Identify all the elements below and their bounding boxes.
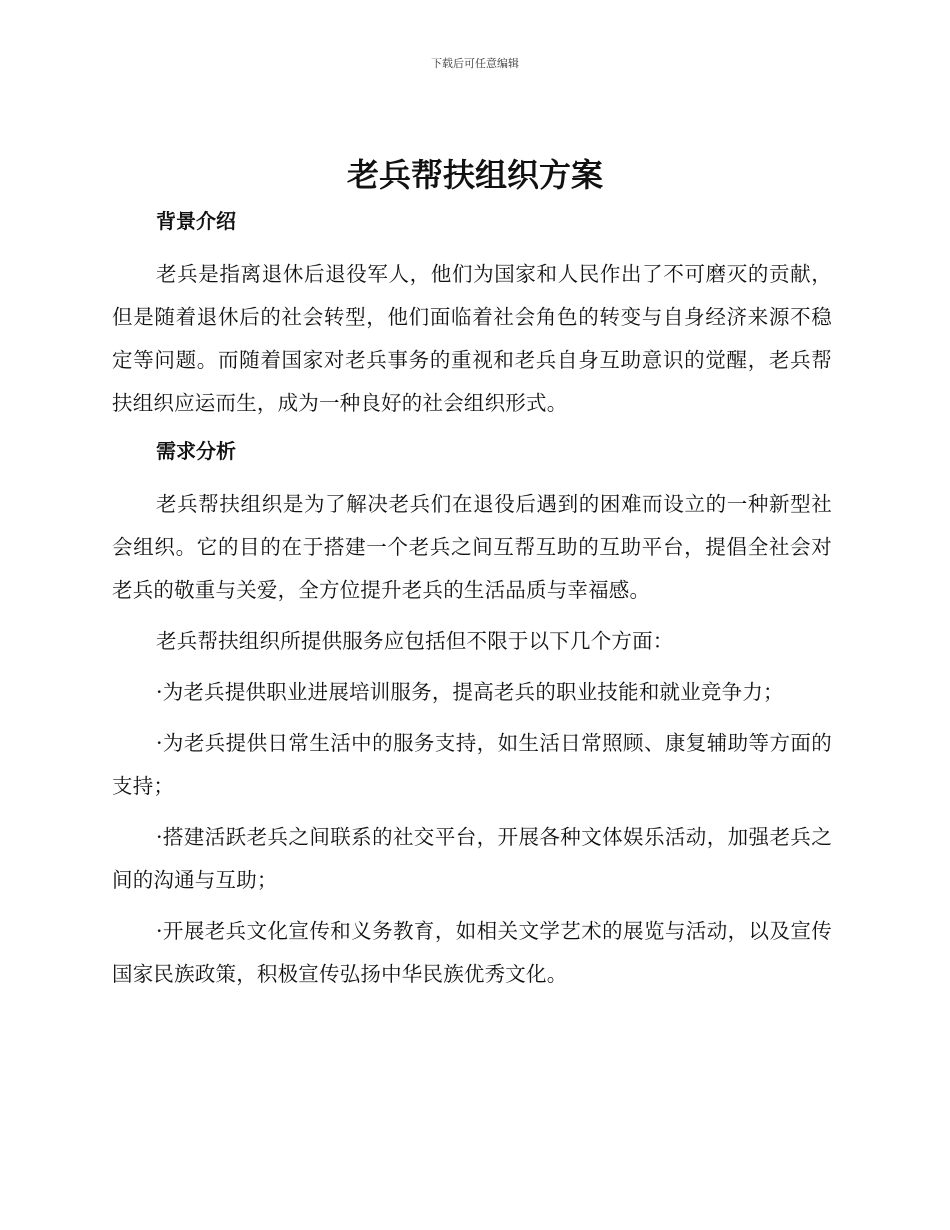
section-heading-needs: 需求分析 <box>156 439 236 463</box>
paragraph-needs-intro: 老兵帮扶组织是为了解决老兵们在退役后遇到的困难而设立的一种新型社会组织。它的目的在于搭建一个老兵之间互帮互助的互助平台，提倡全社会对老兵的敬重与关爱，全方位提升老兵的生活品质与幸福感。 <box>112 492 832 602</box>
list-item-service-daily-support: ·为老兵提供日常生活中的服务支持，如生活日常照顾、康复辅助等方面的支持； <box>112 731 832 798</box>
document-body <box>112 205 832 1004</box>
list-item-service-social-platform: ·搭建活跃老兵之间联系的社交平台，开展各种文体娱乐活动，加强老兵之间的沟通与互助； <box>112 825 832 892</box>
paragraph-services-lead: 老兵帮扶组织所提供服务应包括但不限于以下几个方面： <box>156 629 674 653</box>
document-title: 老兵帮扶组织方案 <box>346 156 603 194</box>
paragraph-background: 老兵是指离退休后退役军人，他们为国家和人民作出了不可磨灭的贡献，但是随着退休后的社会转型，他们面临着社会角色的转变与自身经济来源不稳定等问题。而随着国家对老兵事务的重视和老兵自身互助意识的觉醒，老兵帮扶组织应运而生，成为一种良好的社会组织形式。 <box>112 262 832 415</box>
header-note: 下载后可任意编辑 <box>431 57 519 70</box>
section-heading-background: 背景介绍 <box>156 209 236 233</box>
list-item-service-training: ·为老兵提供职业进展培训服务，提高老兵的职业技能和就业竞争力； <box>156 680 784 704</box>
list-item-service-culture: ·开展老兵文化宣传和义务教育，如相关文学艺术的展览与活动，以及宣传国家民族政策，积极宣传弘扬中华民族优秀文化。 <box>112 919 832 986</box>
